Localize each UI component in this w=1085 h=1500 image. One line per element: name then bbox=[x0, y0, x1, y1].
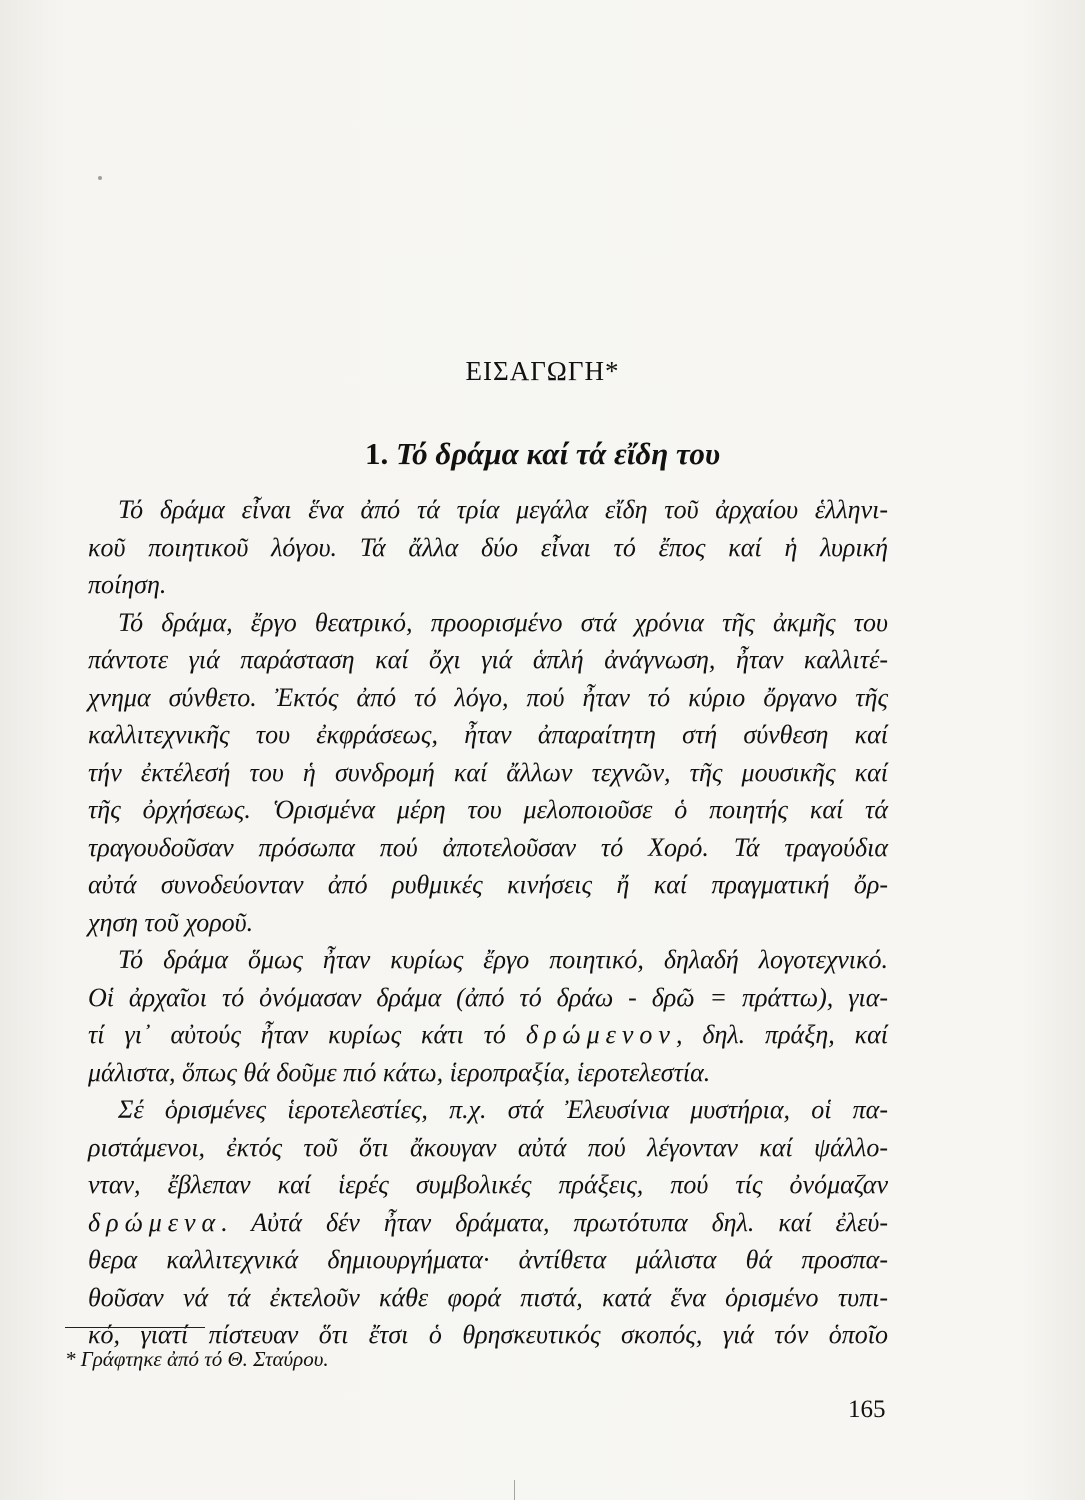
text-line: Σέ ὁρισμένες ἱεροτελεστίες, π.χ. στά Ἐλευσίνια μυστήρια, οἱ πα- bbox=[118, 1095, 888, 1124]
text-line: πάντοτε γιά παράσταση καί ὄχι γιά ἁπλή ἀνάγνωση, ἦταν καλλιτέ- bbox=[88, 645, 888, 674]
text-fragment: τί γι᾽ αὐτούς ἦταν κυρίως κάτι τό bbox=[88, 1020, 506, 1049]
text-line: ποίηση. bbox=[88, 570, 167, 599]
text-line: μάλιστα, ὅπως θά δοῦμε πιό κάτω, ἱεροπραξία, ἱεροτελεστία. bbox=[88, 1057, 711, 1087]
spaced-word: δρώμενον bbox=[525, 1020, 676, 1049]
text-line: Οἱ ἀρχαῖοι τό ὀνόμασαν δράμα (ἀπό τό δράω - δρῶ = πράττω), για- bbox=[88, 982, 888, 1012]
section-number: 1. bbox=[364, 436, 389, 471]
text-line-mixed: τί γι᾽ αὐτούς ἦταν κυρίως κάτι τό δρώμενον, δηλ. πράξη, καί bbox=[88, 1020, 888, 1049]
text-fragment: Αὐτά δέν ἦταν δράματα, πρωτότυπα δηλ. καί ἐλεύ- bbox=[251, 1207, 888, 1237]
footnote-divider bbox=[65, 1327, 205, 1328]
text-line: Τό δράμα ὅμως ἦταν κυρίως ἔργο ποιητικό, δηλαδή λογοτεχνικό. bbox=[118, 945, 888, 974]
text-line: Τό δράμα, ἔργο θεατρικό, προορισμένο στά χρόνια τῆς ἀκμῆς του bbox=[118, 607, 888, 637]
section-title: Τό δράμα καί τά εἴδη του bbox=[395, 436, 721, 471]
edge-mark bbox=[514, 1480, 515, 1500]
text-line: χηση τοῦ χοροῦ. bbox=[88, 907, 254, 937]
spaced-word: δρώμενα bbox=[88, 1207, 222, 1237]
page-number: 165 bbox=[848, 1396, 886, 1423]
text-line: τραγουδοῦσαν πρόσωπα πού ἀποτελοῦσαν τό Χορό. Τά τραγούδια bbox=[88, 832, 888, 862]
text-line: τήν ἐκτέλεσή του ἡ συνδρομή καί ἄλλων τεχνῶν, τῆς μουσικῆς καί bbox=[88, 757, 888, 787]
text-line: χνημα σύνθετο. Ἐκτός ἀπό τό λόγο, πού ἦταν τό κύριο ὄργανο τῆς bbox=[88, 682, 888, 712]
text-line: κό, γιατί πίστευαν ὅτι ἔτσι ὁ θρησκευτικός σκοπός, γιά τόν ὁποῖο bbox=[88, 1320, 888, 1349]
text-line: τῆς ὀρχήσεως. Ὁρισμένα μέρη του μελοποιοῦσε ὁ ποιητής καί τά bbox=[88, 795, 888, 824]
footnote: * Γράφτηκε ἀπό τό Θ. Σταύρου. bbox=[65, 1347, 329, 1371]
text-line: καλλιτεχνικῆς του ἐκφράσεως, ἦταν ἀπαραίτητη στή σύνθεση καί bbox=[88, 720, 888, 749]
text-line: θερα καλλιτεχνικά δημιουργήματα· ἀντίθετα μάλιστα θά προσπα- bbox=[88, 1245, 888, 1274]
text-line: νταν, ἔβλεπαν καί ἱερές συμβολικές πράξεις, πού τίς ὀνόμαζαν bbox=[88, 1170, 888, 1199]
text-line-mixed: δρώμενα. Αὐτά δέν ἦταν δράματα, πρωτότυπα δηλ. καί ἐλεύ- bbox=[88, 1207, 888, 1237]
text-line: Τό δράμα εἶναι ἕνα ἀπό τά τρία μεγάλα εἴδη τοῦ ἀρχαίου ἑλληνι- bbox=[118, 495, 888, 524]
text-line: αὐτά συνοδεύονταν ἀπό ρυθμικές κινήσεις ἤ καί πραγματική ὄρ- bbox=[88, 870, 888, 899]
text-line: ριστάμενοι, ἐκτός τοῦ ὅτι ἄκουγαν αὐτά πού λέγονταν καί ψάλλο- bbox=[88, 1132, 888, 1162]
section-heading bbox=[0, 436, 1085, 472]
text-line: κοῦ ποιητικοῦ λόγου. Τά ἄλλα δύο εἶναι τό ἔπος καί ἡ λυρική bbox=[88, 532, 888, 562]
page-title: ΕΙΣΑΓΩΓΗ* bbox=[465, 356, 620, 386]
speck-mark bbox=[98, 176, 102, 180]
text-fragment: δηλ. πράξη, καί bbox=[702, 1020, 888, 1049]
body-text bbox=[88, 491, 888, 1354]
text-line: θοῦσαν νά τά ἐκτελοῦν κάθε φορά πιστά, κατά ἕνα ὁρισμένο τυπι- bbox=[88, 1282, 888, 1312]
